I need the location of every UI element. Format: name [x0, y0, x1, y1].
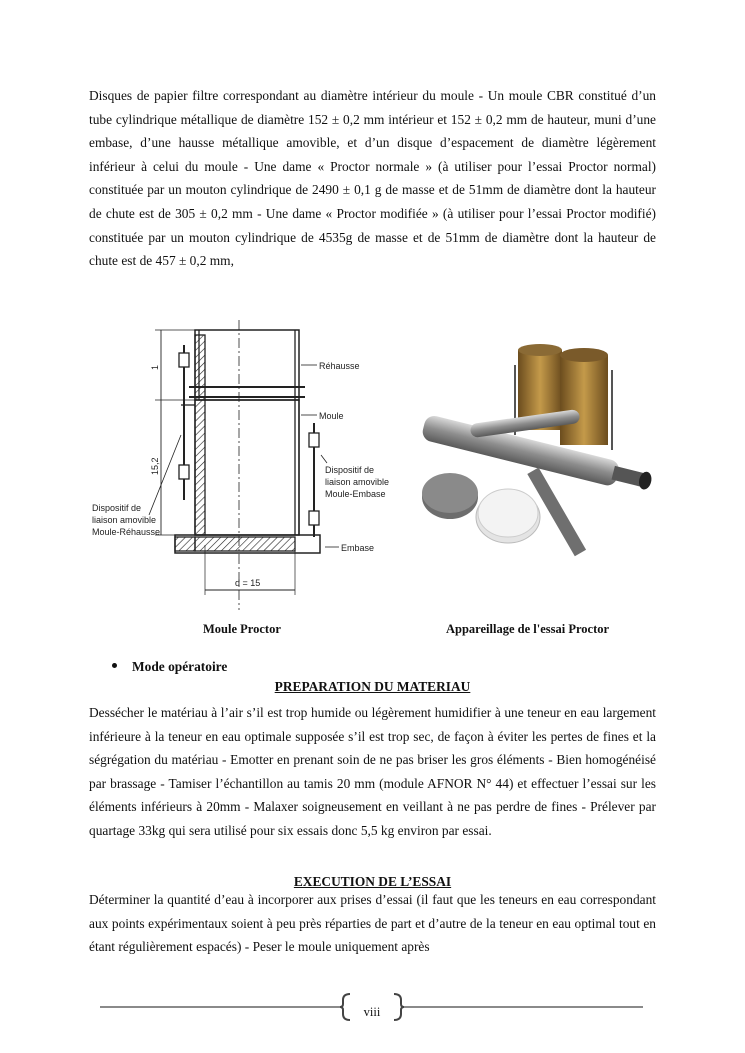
label-moule: Moule: [319, 411, 344, 421]
execution-paragraph: Déterminer la quantité d’eau à incorporer aux prises d’essai (il faut que les teneurs en eau correspondant aux points expérimentaux soient à peu près réparties de part et d’autre de la teneur en eau optimal tout en étant régulièrement espacés) - Peser le moule uniquement après: [89, 892, 656, 955]
bullet-dot-icon: [112, 663, 117, 668]
mould-right-shape: [560, 355, 608, 445]
page-number: viii: [363, 1005, 381, 1019]
label-dispositif-left-2: liaison amovible: [92, 515, 157, 525]
proctor-apparatus-photo: [400, 325, 660, 555]
intro-paragraph: Disques de papier filtre correspondant au diamètre intérieur du moule - Un moule CBR constitué d’un tube cylindrique métallique de diamètre 152 ± 0,2 mm intérieur et 152 ± 0,2 mm de hauteur, muni d’une embase, d’une hausse métallique amovible, et d’un disque d’espacement de diamètre légèrement inférieur à celui du moule - Une dame « Proctor normale » (à utiliser pour l’essai Proctor normal) constituée par un mouton cylindrique de 2490 ± 0,1 g de masse et de 51mm de diamètre dont la hauteur de chute est de 305 ± 0,2 mm - Une dame « Proctor modifiée » (à utiliser pour l’essai Proctor modifié) constituée par un mouton cylindrique de 4535g de masse et de 51mm de diamètre dont la hauteur de chute est de 457 ± 0,2 mm,: [89, 88, 656, 269]
label-rehausse: Réhausse: [319, 361, 360, 371]
bullet-mode-operatoire: [112, 659, 227, 675]
bullet-label: Mode opératoire: [132, 659, 228, 674]
caption-moule-proctor: Moule Proctor: [203, 622, 281, 636]
label-dispositif-right-1: Dispositif de: [325, 465, 375, 475]
label-dim-diameter: d = 15: [235, 578, 261, 588]
caption-appareillage: Appareillage de l'essai Proctor: [446, 622, 610, 636]
heading-execution: EXECUTION DE L’ESSAI: [293, 874, 452, 889]
label-dim-height: 15,2: [150, 457, 160, 475]
proctor-mould-diagram: [89, 315, 390, 615]
heading-preparation: PREPARATION DU MATERIAU: [274, 679, 471, 694]
label-embase: Embase: [341, 543, 375, 553]
label-dispositif-right-2: liaison amovible: [325, 477, 390, 487]
label-dispositif-left-1: Dispositif de: [92, 503, 142, 513]
label-dispositif-left-3: Moule-Réhausse: [92, 527, 161, 537]
preparation-paragraph: Dessécher le matériau à l’air s’il est trop humide ou légèrement humidifier à une teneur en eau largement inférieure à la teneur en eau optimale supposée s’il est trop sec, de façon à éviter les pertes de fines et la ségrégation du matériau - Emotter en prenant soin de ne pas briser les gros éléments - Bien homogénéisé par brassage - Tamiser l’échantillon au tamis 20 mm (module AFNOR N° 44) et effectuer l’essai sur les éléments inférieurs à 20mm - Malaxer soigneusement en veillant à ne pas perdre de fines - Prélever par quartage 33kg qui sera utilisé pour six essais donc 5,5 kg environ par essai.: [89, 705, 656, 838]
label-dim-top: 1: [150, 364, 160, 370]
label-dispositif-right-3: Moule-Embase: [325, 489, 386, 499]
